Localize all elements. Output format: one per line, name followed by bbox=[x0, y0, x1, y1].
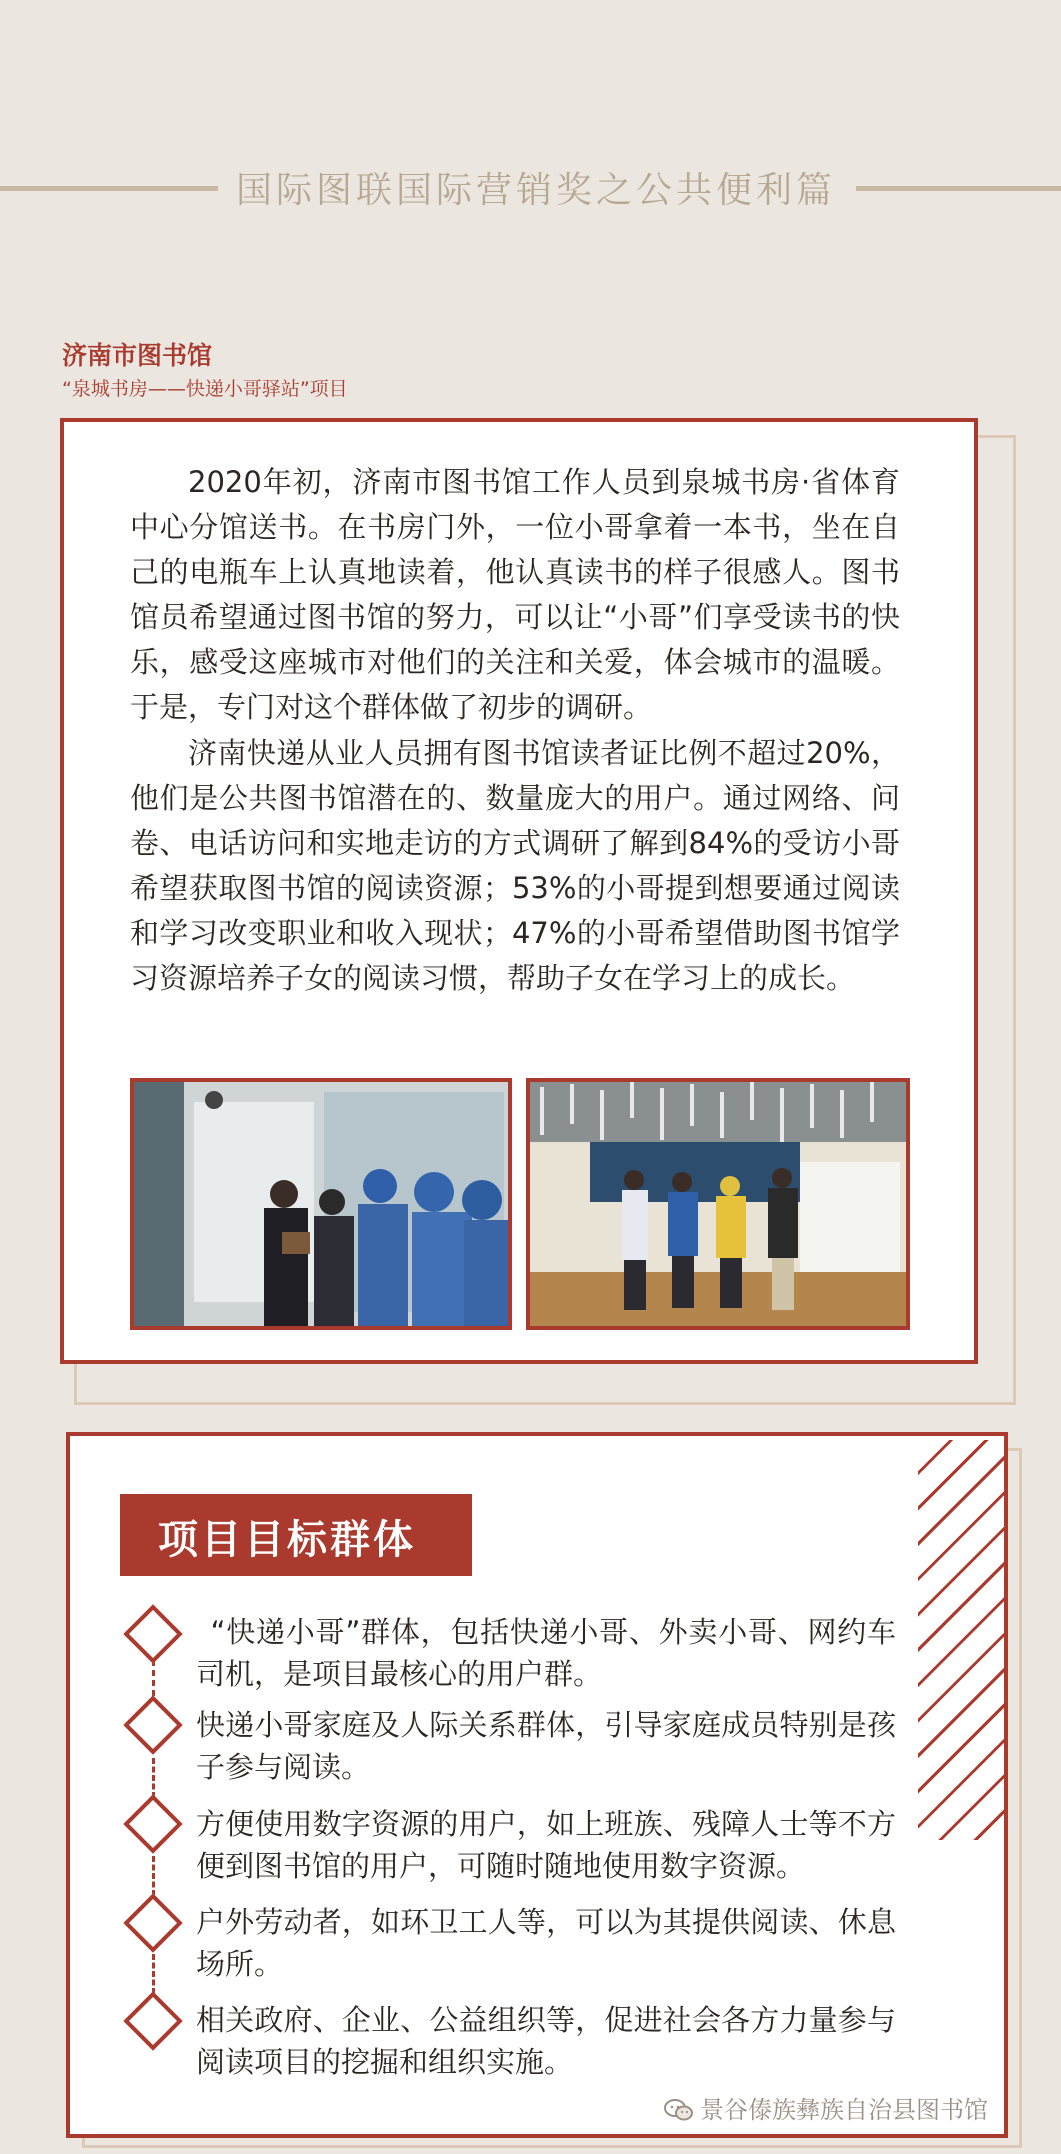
photo-delivery-workers-reading bbox=[130, 1078, 512, 1330]
connector-line bbox=[152, 1758, 155, 1798]
header-rule-right bbox=[856, 186, 1061, 191]
goal-item-4: 户外劳动者，如环卫工人等，可以为其提供阅读、休息场所。 bbox=[196, 1905, 896, 1981]
connector-line bbox=[152, 1954, 155, 1994]
goal-item-1: “快递小哥”群体，包括快递小哥、外卖小哥、网约车司机，是项目最核心的用户群。 bbox=[196, 1615, 896, 1691]
watermark bbox=[664, 2090, 1061, 2125]
article-paragraph-2: 济南快递从业人员拥有图书馆读者证比例不超过20%，他们是公共图书馆潜在的、数量庞大的用户。通过网络、问卷、电话访问和实地走访的方式调研了解到84%的受访小哥希望获取图书馆的阅读资源；53%的小哥提到想要通过阅读和学习改变职业和收入现状；47%的小哥希望借助图书馆学习资源培养子女的阅读习惯，帮助子女在学习上的成长。 bbox=[130, 736, 900, 995]
goal-item-3: 方便使用数字资源的用户，如上班族、残障人士等不方便到图书馆的用户，可随时随地使用数字资源。 bbox=[196, 1807, 896, 1883]
connector-line bbox=[152, 1660, 155, 1696]
connector-line bbox=[152, 1856, 155, 1896]
photo-group-in-library bbox=[526, 1078, 910, 1330]
header-rule-left bbox=[0, 186, 218, 191]
goals-title: 项目目标群体 bbox=[158, 1517, 416, 1563]
project-name: “泉城书房——快递小哥驿站”项目 bbox=[62, 378, 348, 400]
wechat-icon bbox=[664, 2098, 694, 2122]
photo-delivery-workers-reading-illustration bbox=[134, 1082, 508, 1326]
decorative-hatch-pattern bbox=[918, 1440, 1004, 1840]
goal-item-5: 相关政府、企业、公益组织等，促进社会各方力量参与阅读项目的挖掘和组织实施。 bbox=[196, 2003, 896, 2079]
article-paragraph-1: 2020年初，济南市图书馆工作人员到泉城书房·省体育中心分馆送书。在书房门外，一位小哥拿着一本书，坐在自己的电瓶车上认真地读着，他认真读书的样子很感人。图书馆员希望通过图书馆的努力，可以让“小哥”们享受读书的快乐，感受这座城市对他们的关注和关爱，体会城市的温暖。于是，专门对这个群体做了初步的调研。 bbox=[130, 465, 900, 724]
section-title: 国际图联国际营销奖之公共便利篇 bbox=[236, 170, 837, 211]
goal-item-2: 快递小哥家庭及人际关系群体，引导家庭成员特别是孩子参与阅读。 bbox=[196, 1708, 896, 1784]
library-name: 济南市图书馆 bbox=[62, 341, 213, 370]
watermark-text: 景谷傣族彝族自治县图书馆 bbox=[700, 2096, 988, 2124]
photo-group-in-library-illustration bbox=[530, 1082, 906, 1326]
